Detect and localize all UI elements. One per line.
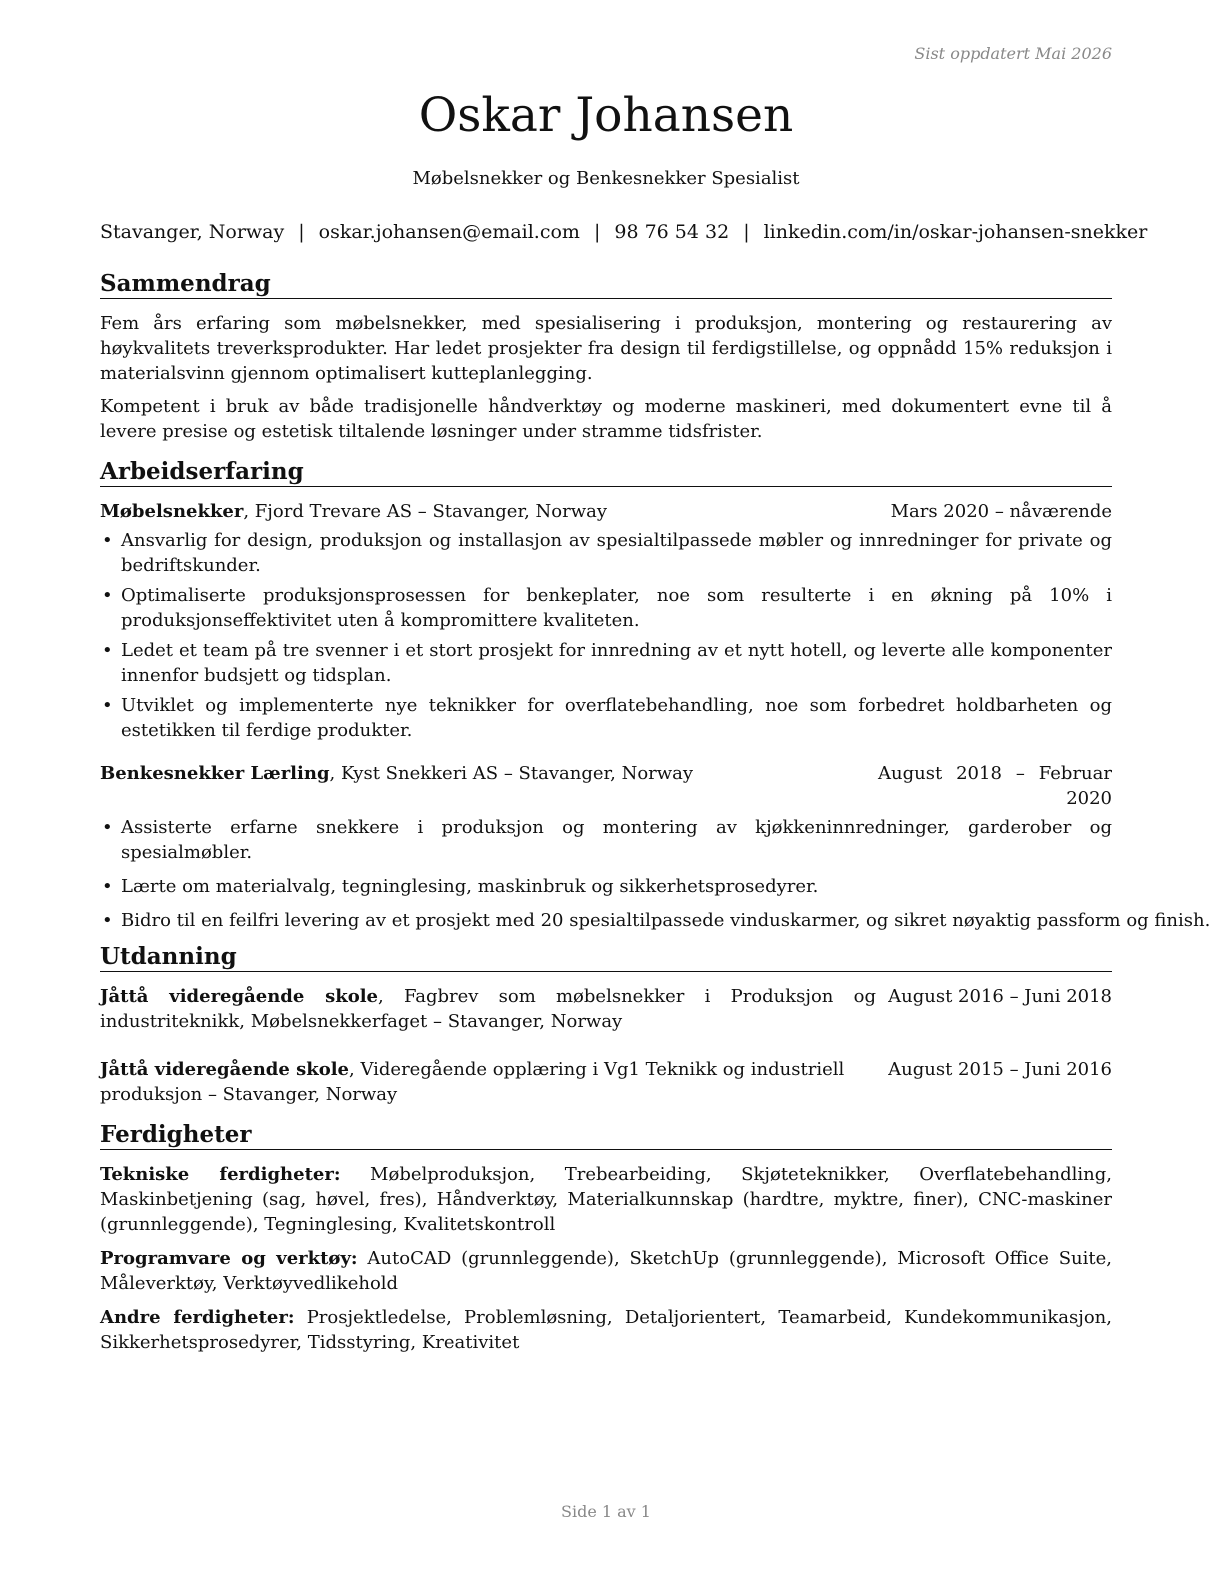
bullet-icon: • — [102, 876, 113, 897]
bullet-icon: • — [102, 585, 113, 606]
skill-group — [100, 1305, 1112, 1355]
job-org: , Kyst Snekkeri AS – Stavanger, Norway — [329, 763, 694, 784]
skill-group-label: Tekniske ferdigheter: — [100, 1164, 341, 1185]
bullet-icon: • — [102, 695, 113, 716]
skill-group-text: Møbelproduksjon, Trebearbeiding, Skjøteteknikker, Overflatebehandling, Maskinbetjening (sag, høvel, fres), Håndverktøy, Materialkunnskap (hardtre, myktre, finer), CNC-maskiner (grunnleggende), Tegninglesing, Kvalitetskontroll — [100, 1164, 1113, 1235]
summary-section — [100, 270, 1112, 444]
job-role-org — [100, 499, 891, 524]
education-school: Jåttå videregående skole — [100, 986, 378, 1007]
skill-group-label: Andre ferdigheter: — [100, 1307, 295, 1328]
section-title-skills: Ferdigheter — [100, 1121, 1112, 1150]
job-org: , Fjord Trevare AS – Stavanger, Norway — [243, 501, 608, 522]
skill-group-label: Programvare og verktøy: — [100, 1248, 358, 1269]
bullet-icon: • — [102, 817, 113, 838]
contact-email[interactable]: oskar.johansen@email.com — [318, 221, 580, 243]
resume-page — [100, 0, 1211, 1584]
contact-separator: | — [593, 221, 601, 243]
education-section — [100, 943, 1112, 1107]
candidate-title: Møbelsnekker og Benkesnekker Spesialist — [412, 168, 800, 189]
section-title-experience: Arbeidserfaring — [100, 458, 1112, 487]
job-bullet: • Ansvarlig for design, produksjon og installasjon av spesialtilpassede møbler og innredninger for private og bedriftskunder. — [102, 530, 1112, 576]
education-dates: August 2016 – Juni 2018 — [888, 986, 1112, 1007]
contact-separator: | — [298, 221, 305, 243]
job-header — [100, 499, 1112, 524]
job-dates: Mars 2020 – nåværende — [890, 501, 1112, 522]
summary-paragraph: Fem års erfaring som møbelsnekker, med spesialisering i produksjon, montering og restaurering av høykvalitets treverksprodukter. Har ledet prosjekter fra design til ferdigstillelse, og oppnådd 15% reduksjon i materialsvinn gjennom optimalisert kutteplanlegging. — [100, 313, 1112, 384]
education-entry — [100, 1057, 1112, 1107]
education-dates: August 2015 – Juni 2016 — [888, 1059, 1112, 1080]
education-school-detail — [100, 1057, 876, 1107]
job-bullet: • Utviklet og implementerte nye teknikker for overflatebehandling, noe som forbedret holdbarheten og estetikken til ferdige produkter. — [102, 695, 1112, 741]
skill-group-text: AutoCAD (grunnleggende), SketchUp (grunnleggende), Microsoft Office Suite, Måleverktøy, Verktøyvedlikehold — [100, 1248, 1112, 1294]
experience-section — [100, 458, 1211, 933]
job-bullet: • Lærte om materialvalg, tegninglesing, maskinbruk og sikkerhetsprosedyrer. — [102, 876, 819, 897]
job-entry — [100, 761, 1211, 933]
skill-group — [100, 1162, 1112, 1237]
job-bullet: • Assisterte erfarne snekkere i produksjon og montering av kjøkkeninnredninger, garderober og spesialmøbler. — [102, 817, 1112, 863]
bullet-icon: • — [102, 530, 113, 551]
contact-separator: | — [743, 221, 750, 243]
education-detail: , Videregående opplæring i Vg1 Teknikk og industriell produksjon – Stavanger, Norway — [100, 1059, 845, 1105]
summary-paragraph: Kompetent i bruk av både tradisjonelle håndverktøy og moderne maskineri, med dokumentert evne til å levere presise og estetisk tiltalende løsninger under stramme tidsfrister. — [100, 396, 1112, 442]
job-entry — [100, 499, 1112, 743]
job-bullets — [100, 815, 1211, 933]
page-number: Side 1 av 1 — [561, 1502, 651, 1521]
education-detail: , Fagbrev som møbelsnekker i Produksjon og industriteknikk, Møbelsnekkerfaget – Stavanger, Norway — [100, 986, 876, 1032]
bullet-icon: • — [102, 910, 113, 931]
job-role-org — [100, 761, 878, 786]
skills-section — [100, 1121, 1112, 1355]
job-header — [100, 761, 1112, 811]
bullet-icon: • — [102, 640, 113, 661]
job-role: Møbelsnekker — [100, 501, 244, 522]
job-bullet: • Ledet et team på tre svenner i et stort prosjekt for innredning av et nytt hotell, og leverte alle komponenter innenfor budsjett og tidsplan. — [102, 640, 1112, 686]
contact-line — [100, 219, 1148, 245]
resume-content — [100, 270, 1211, 1364]
section-title-summary: Sammendrag — [100, 270, 1112, 299]
contact-linkedin[interactable]: linkedin.com/in/oskar-johansen-snekker — [763, 221, 1148, 243]
education-entry — [100, 984, 1112, 1034]
candidate-name: Oskar Johansen — [418, 88, 794, 143]
job-bullets — [100, 528, 1112, 743]
contact-phone[interactable]: 98 76 54 32 — [614, 221, 730, 243]
education-school: Jåttå videregående skole — [100, 1059, 350, 1080]
job-dates: August 2018 – Februar 2020 — [878, 763, 1112, 809]
job-bullet: • Bidro til en feilfri levering av et prosjekt med 20 spesialtilpassede vinduskarmer, og sikret nøyaktig passform og finish. — [102, 910, 1211, 931]
skill-group-text: Prosjektledelse, Problemløsning, Detaljorientert, Teamarbeid, Kundekommunikasjon, Sikkerhetsprosedyrer, Tidsstyring, Kreativitet — [100, 1307, 1112, 1353]
job-bullet: • Optimaliserte produksjonsprosessen for benkeplater, noe som resulterte i en økning på 10% i produksjonseffektivitet uten å kompromittere kvaliteten. — [102, 585, 1112, 631]
skill-group — [100, 1246, 1112, 1296]
contact-location: Stavanger, Norway — [100, 221, 285, 243]
last-updated: Sist oppdatert Mai 2026 — [914, 44, 1112, 63]
section-title-education: Utdanning — [100, 943, 1112, 972]
job-role: Benkesnekker Lærling — [100, 763, 330, 784]
education-school-detail — [100, 984, 876, 1034]
